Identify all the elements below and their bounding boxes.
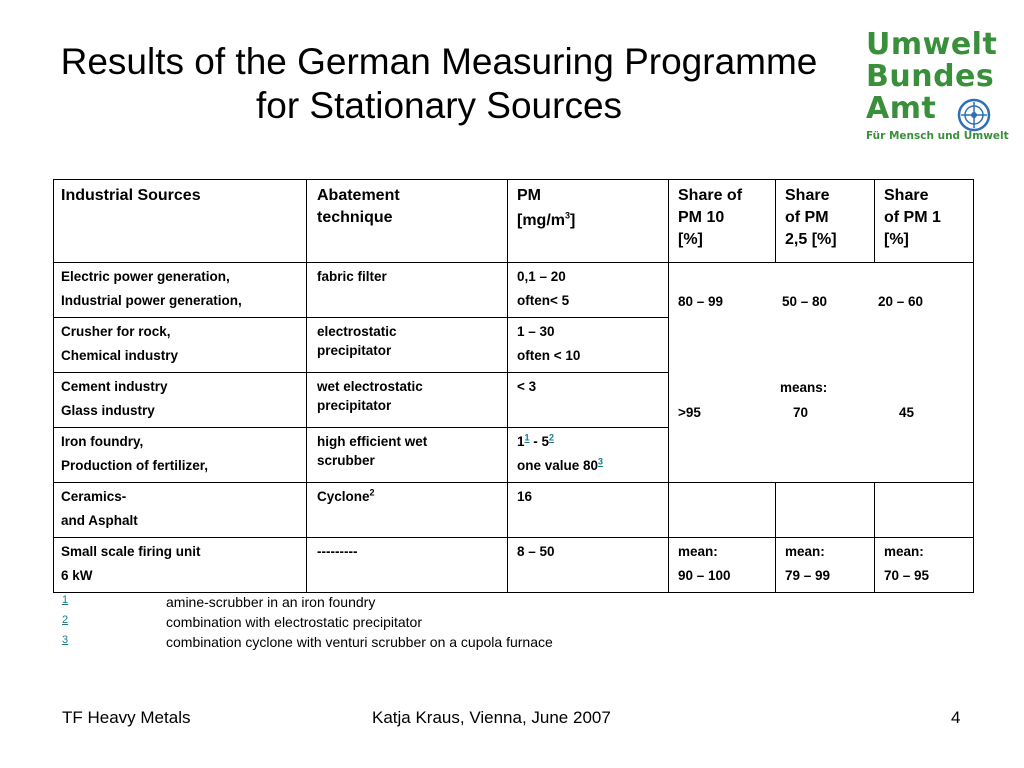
header-pm-unit — [517, 210, 575, 232]
row3-source-line2: Glass industry — [61, 403, 155, 418]
header-share-pm10 — [678, 185, 742, 251]
table-row-4-pm — [517, 430, 603, 478]
row6-source-line1: Small scale firing unit — [61, 544, 201, 559]
table-row-1-pm — [517, 265, 569, 313]
row6-pm1-line2: 70 – 95 — [884, 568, 930, 583]
row5-tech-sup: 2 — [369, 487, 375, 498]
table-row-6-pm1 — [884, 540, 929, 588]
header-industrial-sources: Industrial Sources — [61, 187, 201, 204]
table-row-5-pm: 16 — [517, 489, 533, 504]
row1-pm-line1: 0,1 – 20 — [517, 269, 566, 284]
row5-tech-text: Cyclone — [317, 489, 370, 504]
merged-pm1-value: 20 – 60 — [878, 294, 924, 309]
merged-pm10-value: 80 – 99 — [678, 294, 724, 309]
header-pm1-line1: Share — [884, 187, 929, 204]
logo-tagline: Für Mensch und Umwelt — [866, 130, 1009, 142]
logo-word-2: Bundes — [866, 59, 995, 94]
row2-tech-line2: precipitator — [317, 343, 392, 358]
table-row-5-technique — [317, 485, 375, 509]
title-line-1: Results of the German Measuring Programme — [60, 41, 818, 82]
header-abatement-line1: Abatement — [317, 187, 400, 204]
header-pm1-line2: of PM 1 — [884, 209, 941, 226]
footnote-1-text: amine-scrubber in an iron foundry — [166, 594, 376, 610]
row2-pm-line2: often < 10 — [517, 348, 581, 363]
table-row-3-source — [61, 375, 168, 423]
table-row-1-source — [61, 265, 242, 313]
row3-tech-line1: wet electrostatic — [317, 379, 423, 394]
footnote-3-text: combination cyclone with venturi scrubber on a cupola furnace — [166, 634, 553, 650]
header-pm — [517, 185, 575, 232]
row2-source-line2: Chemical industry — [61, 348, 179, 363]
row6-pm25-line2: 79 – 99 — [785, 568, 831, 583]
header-pm25-line2: of PM — [785, 209, 829, 226]
row6-source-line2: 6 kW — [61, 568, 93, 583]
logo-word-3: Amt — [866, 91, 937, 126]
row1-source-line2: Industrial power generation, — [61, 293, 242, 308]
row4-pm-value-b: - 5 — [529, 434, 550, 449]
logo-word-1: Umwelt — [866, 27, 998, 62]
header-abatement — [317, 185, 400, 229]
row4-pm-line2 — [517, 454, 603, 478]
umweltbundesamt-logo — [866, 27, 1009, 150]
header-pm25-line1: Share — [785, 187, 830, 204]
header-share-pm1 — [884, 185, 941, 251]
row4-source-line2: Production of fertilizer, — [61, 458, 209, 473]
table-row-2-technique — [317, 322, 397, 360]
table-row-6-pm10 — [678, 540, 731, 588]
row4-tech-line2: scrubber — [317, 453, 375, 468]
row3-source-line1: Cement industry — [61, 379, 168, 394]
header-pm10-line3: [%] — [678, 231, 703, 248]
row4-tech-line1: high efficient wet — [317, 434, 428, 449]
row4-source-line1: Iron foundry, — [61, 434, 144, 449]
header-pm10-line1: Share of — [678, 187, 743, 204]
table-row-3-pm: < 3 — [517, 379, 537, 394]
row6-pm10-line1: mean: — [678, 544, 718, 559]
row4-pm-value-a: 1 — [517, 434, 525, 449]
table-row-6-pm: 8 – 50 — [517, 544, 555, 559]
row1-source-line1: Electric power generation, — [61, 269, 230, 284]
table-row-2-pm — [517, 320, 580, 368]
header-pm-line1: PM — [517, 187, 541, 204]
table-row-2-source — [61, 320, 178, 368]
footnote-ref-3-link[interactable]: 3 — [598, 456, 604, 467]
row6-pm10-line2: 90 – 100 — [678, 568, 731, 583]
page-number: 4 — [951, 708, 961, 727]
row4-pm-value-c: one value 80 — [517, 458, 599, 473]
means-label: means: — [780, 380, 828, 395]
row6-pm1-line1: mean: — [884, 544, 924, 559]
row2-tech-line1: electrostatic — [317, 324, 397, 339]
means-pm25-value: 70 — [793, 405, 809, 420]
footnote-3-number[interactable]: 3 — [62, 634, 69, 646]
header-pm25-line3: 2,5 [%] — [785, 231, 837, 248]
slide-title — [20, 40, 858, 128]
table-row-5-source — [61, 485, 138, 533]
row2-source-line1: Crusher for rock, — [61, 324, 171, 339]
row3-tech-line2: precipitator — [317, 398, 392, 413]
header-pm-unit-a: [mg/m — [517, 212, 565, 229]
means-pm1-value: 45 — [899, 405, 915, 420]
un-globe-icon — [957, 98, 991, 132]
footer-center: Katja Kraus, Vienna, June 2007 — [372, 708, 611, 727]
row1-pm-line2: often< 5 — [517, 293, 570, 308]
footer-left: TF Heavy Metals — [62, 708, 191, 727]
footnote-ref-2-link[interactable]: 2 — [549, 432, 555, 443]
footnote-2-number[interactable]: 2 — [62, 614, 69, 626]
header-pm10-line2: PM 10 — [678, 209, 725, 226]
row6-pm25-line1: mean: — [785, 544, 825, 559]
results-table — [53, 179, 974, 593]
header-pm-unit-sup: 3 — [565, 210, 571, 221]
title-line-2: for Stationary Sources — [255, 85, 623, 126]
table-row-6-source — [61, 540, 201, 588]
table-row-3-technique — [317, 377, 423, 415]
table-row-1-technique: fabric filter — [317, 269, 387, 284]
table-row-4-source — [61, 430, 208, 478]
footnote-ref-1-link[interactable]: 1 — [524, 432, 530, 443]
footnote-2-text: combination with electrostatic precipitator — [166, 614, 423, 630]
table-row-6-pm25 — [785, 540, 830, 588]
row5-source-line1: Ceramics- — [61, 489, 127, 504]
row2-pm-line1: 1 – 30 — [517, 324, 555, 339]
header-share-pm25 — [785, 185, 837, 251]
row4-pm-line1 — [517, 430, 603, 454]
footnote-1-number[interactable]: 1 — [62, 594, 69, 606]
table-row-6-technique: --------- — [317, 544, 358, 559]
merged-pm25-value: 50 – 80 — [782, 294, 828, 309]
means-pm10-value: >95 — [678, 405, 701, 420]
header-pm-unit-b: ] — [570, 212, 576, 229]
header-abatement-line2: technique — [317, 209, 393, 226]
header-pm1-line3: [%] — [884, 231, 909, 248]
row5-source-line2: and Asphalt — [61, 513, 138, 528]
table-row-4-technique — [317, 432, 427, 470]
